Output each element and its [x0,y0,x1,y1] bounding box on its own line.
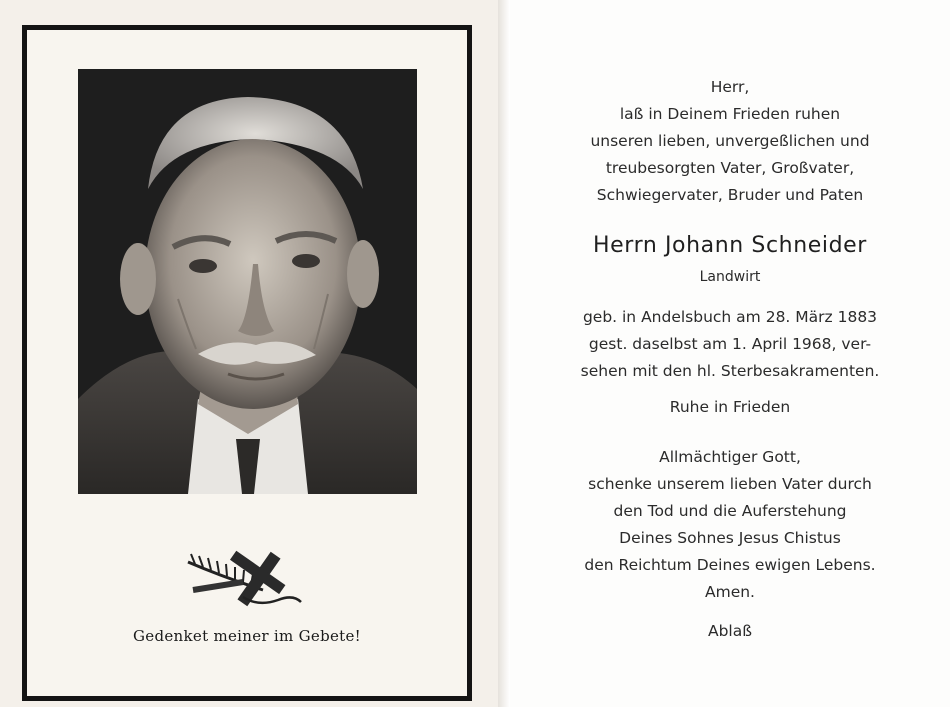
indulgence-note: Ablaß [707,622,752,640]
portrait-photo [78,69,417,494]
closing-prayer-line: schenke unserem lieben Vater durch [588,475,872,493]
closing-prayer-line: Deines Sohnes Jesus Chistus [619,529,841,547]
life-dates-line: gest. daselbst am 1. April 1968, ver- [588,335,872,353]
prayer-intro-line: Herr, [710,78,750,96]
cross-with-palm-icon [183,542,313,612]
remembrance-text: Gedenket meiner im Gebete! [133,627,361,645]
closing-prayer-line: Amen. [705,583,755,601]
prayer-intro-line: laß in Deinem Frieden ruhen [619,105,841,123]
prayer-intro-line: unseren lieben, unvergeßlichen und [590,132,870,150]
mourning-border-frame [22,25,472,701]
prayer-intro-line: Schwiegervater, Bruder und Paten [596,186,864,204]
closing-prayer-line: Allmächtiger Gott, [659,448,801,466]
closing-prayer-line: den Tod und die Auferstehung [613,502,847,520]
life-dates-line: sehen mit den hl. Sterbesakramenten. [580,362,880,380]
deceased-name: Herrn Johann Schneider [593,233,867,258]
memorial-card-back [510,0,950,707]
closing-prayer-line: den Reichtum Deines ewigen Lebens. [584,556,876,574]
occupation: Landwirt [699,269,761,285]
life-dates-line: geb. in Andelsbuch am 28. März 1883 [582,308,878,326]
card-divider [498,0,510,707]
rest-in-peace: Ruhe in Frieden [669,398,791,416]
prayer-intro-line: treubesorgten Vater, Großvater, [605,159,855,177]
